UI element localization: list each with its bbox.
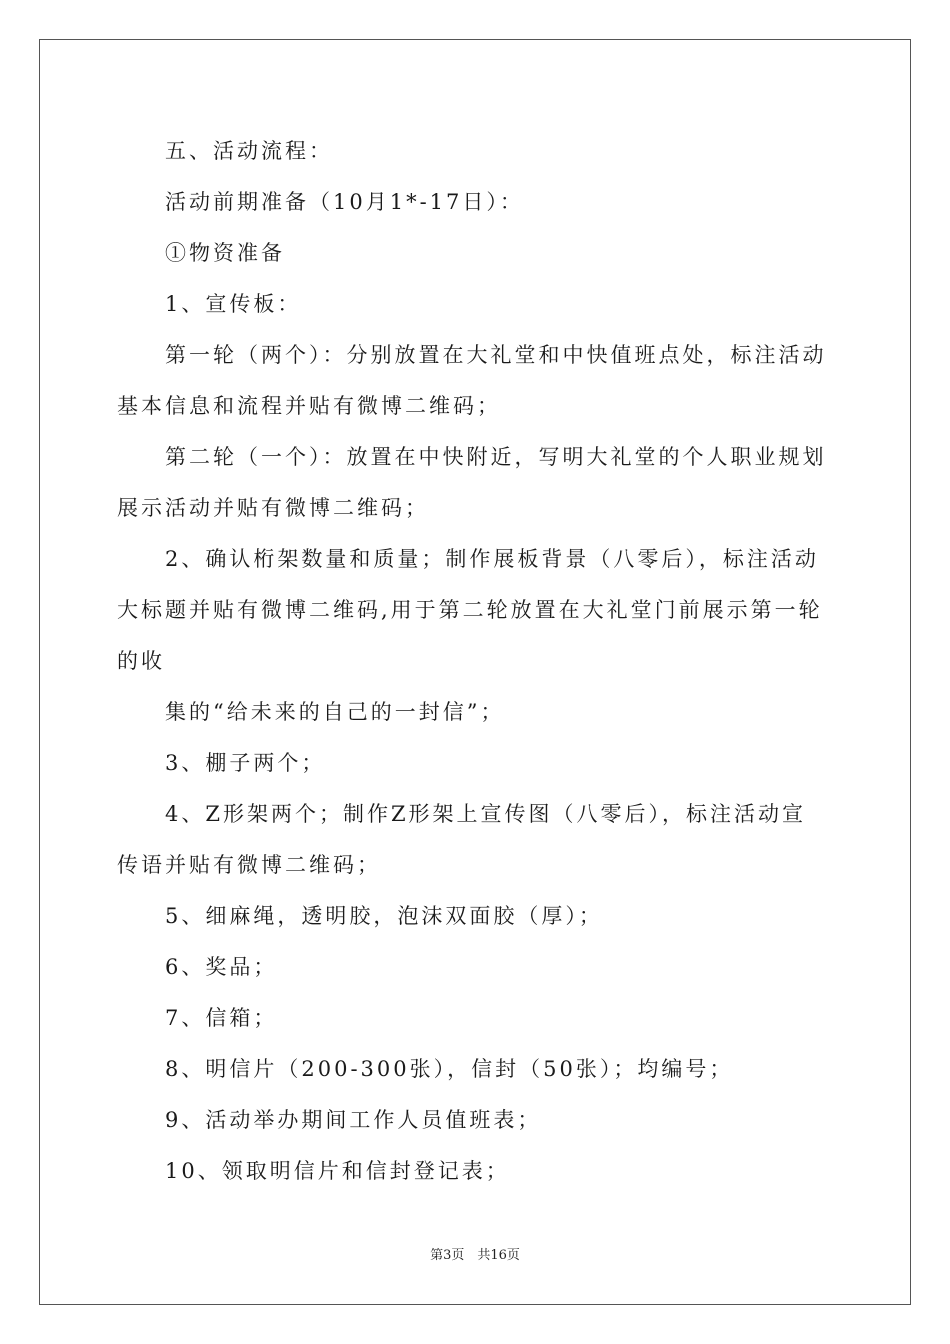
text-line: 6、奖品； <box>165 955 278 979</box>
text-line: 基本信息和流程并贴有微博二维码； <box>117 394 501 418</box>
text-line: 第二轮（一个）：放置在中快附近，写明大礼堂的个人职业规划 <box>165 445 827 469</box>
text-line: 五、活动流程： <box>165 139 333 163</box>
text-line: 4、Z形架两个；制作Z形架上宣传图（八零后），标注活动宣 <box>165 802 807 826</box>
text-line: 2、确认桁架数量和质量；制作展板背景（八零后），标注活动 <box>165 547 819 571</box>
document-body <box>117 126 837 1197</box>
text-line: 10、领取明信片和信封登记表； <box>165 1159 510 1183</box>
text-line: 的收 <box>117 649 165 673</box>
text-line: 1、宣传板： <box>165 292 302 316</box>
text-line: 活动前期准备（10月1*-17日）： <box>165 190 524 214</box>
text-line: 9、活动举办期间工作人员值班表； <box>165 1108 542 1132</box>
text-line: 大标题并贴有微博二维码,用于第二轮放置在大礼堂门前展示第一轮 <box>117 598 823 622</box>
text-line: ①物资准备 <box>165 241 285 265</box>
text-line: 8、明信片（200-300张），信封（50张）；均编号； <box>165 1057 734 1081</box>
text-line: 第一轮（两个）：分别放置在大礼堂和中快值班点处，标注活动 <box>165 343 827 367</box>
text-line: 3、棚子两个； <box>165 751 326 775</box>
page-footer: 第3页 共16页 <box>430 1248 520 1263</box>
text-line: 集的“给未来的自己的一封信”； <box>165 700 505 724</box>
text-line: 5、细麻绳，透明胶，泡沫双面胶（厚）； <box>165 904 603 928</box>
text-line: 展示活动并贴有微博二维码； <box>117 496 429 520</box>
text-line: 7、信箱； <box>165 1006 278 1030</box>
text-line: 传语并贴有微博二维码； <box>117 853 381 877</box>
